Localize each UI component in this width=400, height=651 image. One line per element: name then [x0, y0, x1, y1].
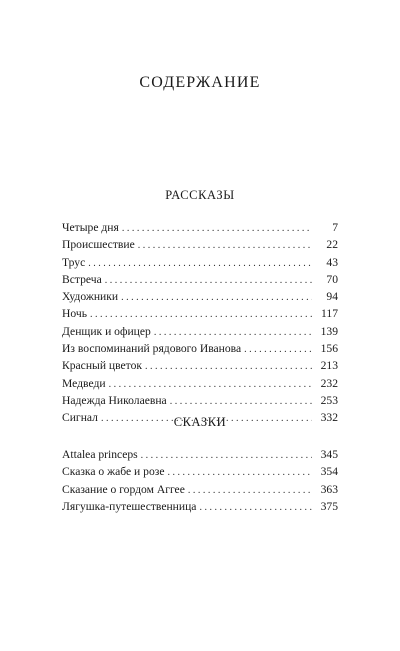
toc-list-tales [62, 446, 338, 515]
toc-entry [62, 446, 338, 463]
entry-page-number: 139 [320, 324, 338, 338]
entry-page-number: 332 [320, 411, 338, 425]
toc-entry [62, 323, 338, 340]
dot-leader [154, 324, 312, 341]
dot-leader [109, 376, 312, 393]
toc-entry [62, 254, 338, 271]
entry-title: Из воспоминаний рядового Иванова [62, 342, 242, 356]
entry-page-number: 375 [320, 499, 338, 513]
toc-entry [62, 271, 338, 288]
entry-title: Лягушка-путешественница [62, 499, 197, 513]
entry-title: Ночь [62, 307, 87, 321]
dot-leader [121, 289, 312, 306]
toc-entry [62, 236, 338, 253]
toc-entry [62, 288, 338, 305]
toc-entry [62, 392, 338, 409]
entry-page-number: 117 [321, 307, 338, 321]
entry-title: Происшествие [62, 238, 135, 252]
entry-title: Надежда Николаевна [62, 393, 167, 407]
entry-page-number: 43 [326, 255, 338, 269]
entry-page-number: 232 [320, 376, 338, 390]
entry-page-number: 354 [320, 465, 338, 479]
dot-leader [244, 341, 312, 358]
dot-leader [141, 447, 312, 464]
toc-entry [62, 340, 338, 357]
dot-leader [105, 272, 312, 289]
toc-entry [62, 375, 338, 392]
entry-title: Художники [62, 290, 119, 304]
entry-page-number: 345 [320, 448, 338, 461]
entry-title: Встреча [62, 272, 102, 286]
dot-leader [188, 482, 312, 499]
entry-title: Attalea princeps [62, 448, 138, 461]
entry-title: Денщик и офицер [62, 324, 151, 338]
dot-leader [90, 306, 312, 323]
dot-leader [88, 255, 312, 272]
entry-title: Красный цветок [62, 359, 143, 373]
toc-entry [62, 463, 338, 480]
entry-page-number: 213 [320, 359, 338, 373]
entry-title: Сказание о гордом Аггее [62, 482, 185, 496]
dot-leader [122, 220, 312, 237]
entry-title: Медведи [62, 376, 106, 390]
page-title: СОДЕРЖАНИЕ [139, 74, 261, 91]
entry-page-number: 22 [326, 238, 338, 252]
entry-title: Трус [62, 255, 86, 269]
entry-page-number: 156 [320, 342, 338, 356]
toc-entry [62, 219, 338, 236]
entry-page-number: 363 [320, 482, 338, 496]
entry-page-number: 7 [332, 221, 338, 234]
entry-title: Сигнал [62, 411, 98, 425]
entry-page-number: 70 [326, 272, 338, 286]
section-title-stories: РАССКАЗЫ [165, 188, 235, 202]
dot-leader [145, 358, 312, 375]
dot-leader [199, 499, 312, 516]
toc-list-stories [62, 219, 338, 427]
dot-leader [167, 464, 312, 481]
toc-entry [62, 498, 338, 515]
dot-leader [138, 237, 312, 254]
entry-title: Сказка о жабе и розе [62, 465, 165, 479]
section-title-tales: СКАЗКИ [173, 415, 227, 429]
entry-title: Четыре дня [62, 221, 119, 234]
dot-leader [170, 393, 312, 410]
toc-entry [62, 305, 338, 322]
toc-entry [62, 357, 338, 374]
toc-entry [62, 481, 338, 498]
entry-page-number: 94 [326, 290, 338, 304]
entry-page-number: 253 [320, 393, 338, 407]
